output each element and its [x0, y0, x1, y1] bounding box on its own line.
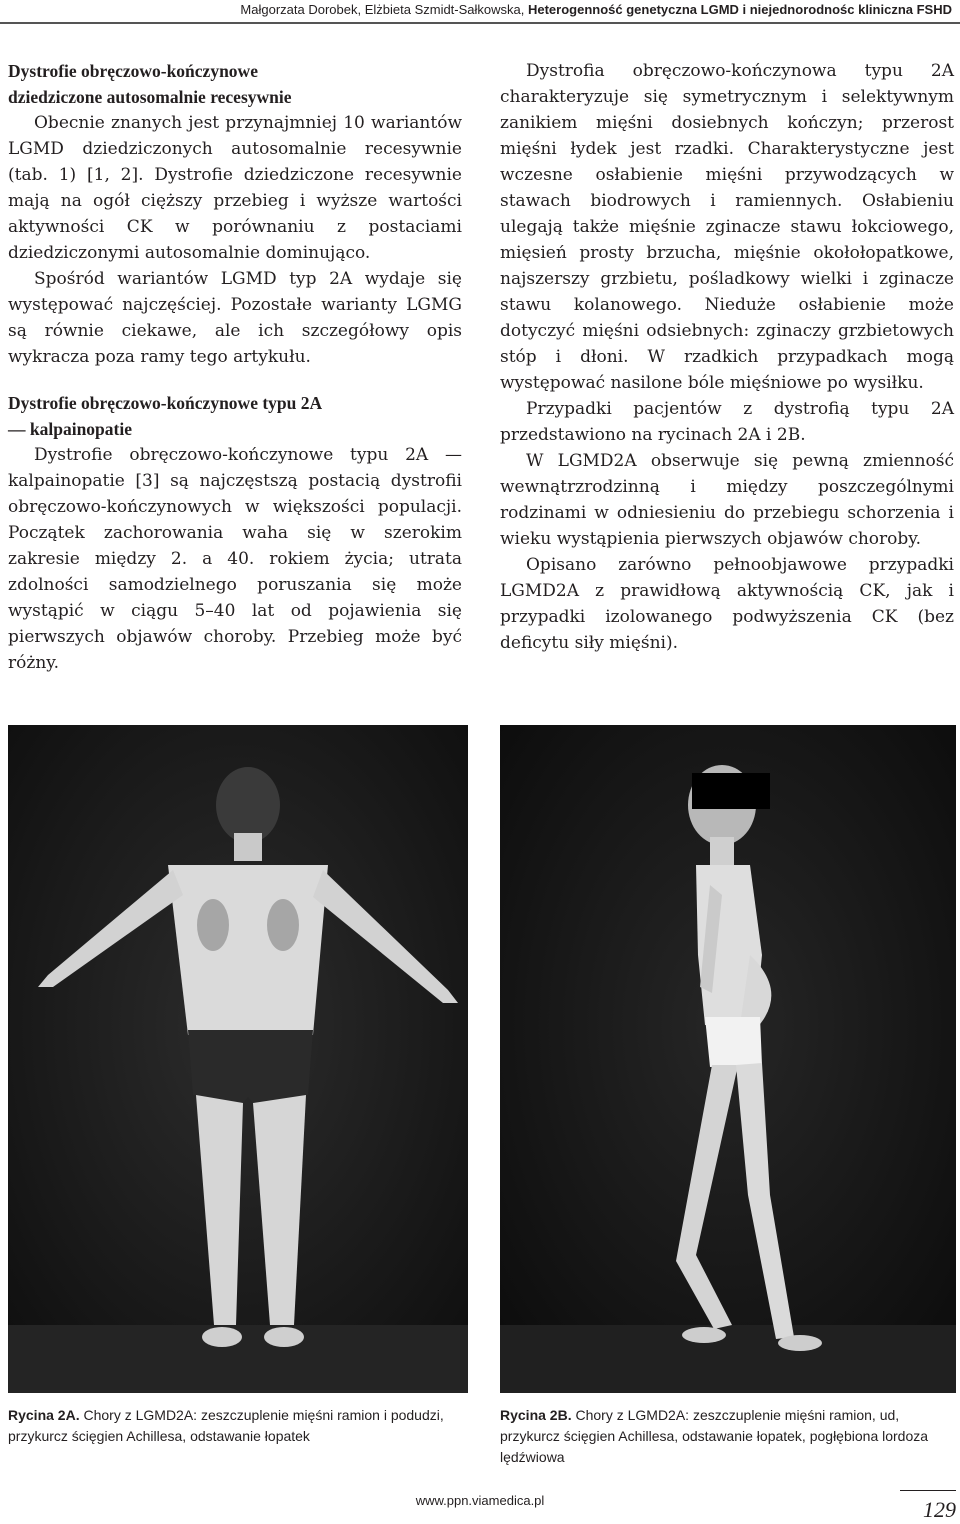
right-column: [500, 58, 954, 656]
anonymization-bar: [692, 773, 770, 809]
figure-2b-caption-label: Rycina 2B.: [500, 1407, 572, 1423]
figure-2a-caption-text: Chory z LGMD2A: zeszczuplenie mięśni ramion i podudzi, przykurcz ścięgien Achillesa, odstawanie łopatek: [8, 1407, 444, 1444]
paragraph-recessive-intro: Obecnie znanych jest przynajmniej 10 wariantów LGMD dziedziczonych autosomalnie recesywnie (tab. 1) [1, 2]. Dystrofie dziedziczone recesywnie mają na ogół cięższy przebieg i wyższe wartości aktywności CK w porównaniu z postaciami dziedziczonymi autosomalnie dominująco.: [8, 113, 462, 263]
patient-side-view-image: [500, 725, 956, 1393]
figure-2a-caption: [8, 1405, 463, 1447]
paragraph-figure-reference: Przypadki pacjentów z dystrofią typu 2A przedstawiono na rycinach 2A i 2B.: [500, 399, 954, 445]
paragraph-calpainopathy: Dystrofie obręczowo-kończynowe typu 2A — kalpainopatie [3] są najczęstszą postacią dystrofii obręczowo-kończynowych w większości populacji. Początek zachorowania waha się w szerokim zakresie między 2. a 40. rokiem życia; utrata zdolności samodzielnego poruszania się może wystąpić w ciągu 5–40 lat od pojawienia się pierwszych objawów choroby. Przebieg może być różny.: [8, 445, 462, 673]
figure-2b-photo: [500, 725, 956, 1393]
figure-2b-caption-text: Chory z LGMD2A: zeszczuplenie mięśni ramion, ud, przykurcz ścięgien Achillesa, odstawanie łopatek, pogłębiona lordoza lędźwiowa: [500, 1407, 929, 1465]
footer-url[interactable]: www.ppn.viamedica.pl: [415, 1493, 545, 1508]
section-heading-2a-line1: Dystrofie obręczowo-kończynowe typu 2A: [8, 393, 323, 413]
header-title: Heterogenność genetyczna LGMD i niejednorodnośc kliniczna FSHD: [527, 2, 952, 17]
page-number-rule: [900, 1490, 956, 1491]
header-authors: Małgorzata Dorobek, Elżbieta Szmidt-Sałkowska,: [240, 2, 528, 17]
patient-back-view-image: [8, 725, 468, 1393]
section-heading-recessive-line1: Dystrofie obręczowo-kończynowe: [8, 61, 258, 81]
paragraph-lgmd2a-frequency: Spośród wariantów LGMD typ 2A wydaje się występować najczęściej. Pozostałe warianty LGMG są równie ciekawe, ale ich szczegółowy opis wykracza poza ramy tego artykułu.: [8, 269, 462, 367]
section-heading-2a-line2: — kalpainopatie: [8, 419, 132, 439]
running-header: [0, 0, 960, 22]
figure-2b-caption: [500, 1405, 955, 1468]
section-heading-recessive: [8, 58, 462, 110]
figure-2a-caption-label: Rycina 2A.: [8, 1407, 80, 1423]
left-column: [8, 58, 462, 676]
section-heading-2a: [8, 390, 462, 442]
paragraph-ck-cases: Opisano zarówno pełnoobjawowe przypadki LGMD2A z prawidłową aktywnością CK, jak i przypadki izolowanego podwyższenia CK (bez deficytu siły mięśni).: [500, 555, 954, 653]
header-rule: [0, 22, 960, 24]
figure-2a-photo: [8, 725, 468, 1393]
section-heading-recessive-line2: dziedziczone autosomalnie recesywnie: [8, 87, 292, 107]
paragraph-symptoms: Dystrofia obręczowo-kończynowa typu 2A charakteryzuje się symetrycznym i selektywnym zanikiem mięśni dosiebnych kończyn; przerost mięśni łydek jest rzadki. Charakterystyczne jest wczesne osłabienie mięśni przywodzących w stawach biodrowych i ramiennych. Osłabieniu ulegają także mięśnie zginacze stawu łokciowego, mięsień prosty brzucha, mięśnie okołołopatkowe, najszerszy grzbietu, pośladkowy wielki i zginacze stawu kolanowego. Nieduże osłabienie może dotyczyć mięśni odsiebnych: zginaczy grzbietowych stóp i dłoni. W rzadkich przypadkach mogą występować nasilone bóle mięśniowe po wysiłku.: [500, 61, 954, 393]
paragraph-variability: W LGMD2A obserwuje się pewną zmienność wewnątrzrodzinną i między poszczególnymi rodzinami w odniesieniu do przebiegu schorzenia i wieku wystąpienia pierwszych objawów choroby.: [500, 451, 954, 549]
page-number: 129: [923, 1497, 956, 1522]
